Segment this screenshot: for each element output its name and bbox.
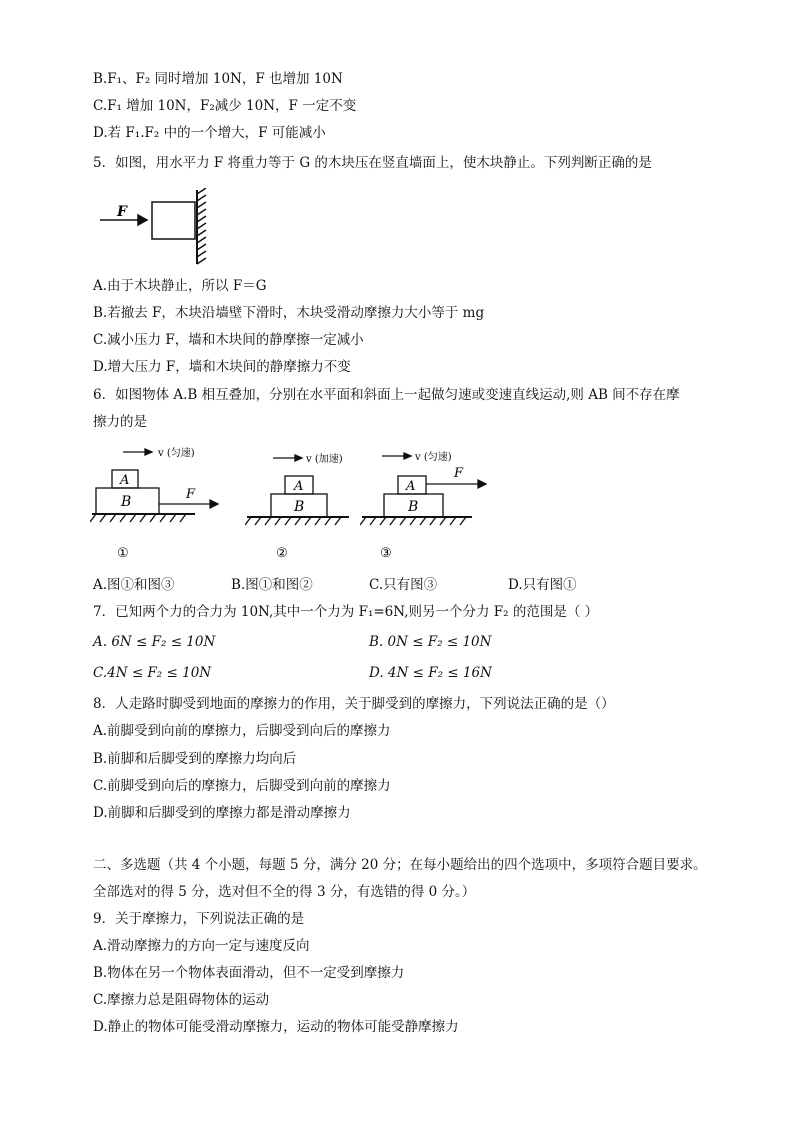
- q6-fig1-velocity: v (匀速): [158, 448, 195, 459]
- q7-option-a: A. 6N ≤ F₂ ≤ 10N: [93, 634, 216, 650]
- q5-option-c: C.减小压力 F，墙和木块间的静摩擦一定减小: [93, 332, 364, 348]
- q6-fig2-block-a: A: [294, 479, 304, 494]
- q6-fig2-number: ②: [276, 546, 288, 561]
- q6-option-c: C.只有图③: [369, 577, 438, 593]
- q6-figure-2: [245, 440, 360, 565]
- q6-fig3-number: ③: [380, 546, 392, 561]
- q5-fig-force-label: F: [117, 204, 127, 220]
- q6-figure-1: [90, 440, 230, 565]
- q7-stem: 7．已知两个力的合力为 10N,其中一个力为 F₁=6N,则另一个分力 F₂ 的范围是（ ）: [93, 604, 599, 620]
- q7-option-d: D. 4N ≤ F₂ ≤ 16N: [369, 665, 492, 681]
- q6-figure-3: [360, 440, 495, 565]
- q6-options: [93, 576, 713, 594]
- q8-option-c: C.前脚受到向后的摩擦力，后脚受到向前的摩擦力: [93, 778, 391, 794]
- q9-option-d: D.静止的物体可能受滑动摩擦力，运动的物体可能受静摩擦力: [93, 1019, 459, 1035]
- q8-option-b: B.前脚和后脚受到的摩擦力均向后: [93, 751, 297, 767]
- q6-stem-line2: 擦力的是: [93, 414, 147, 430]
- q6-fig3-force: F: [454, 466, 464, 481]
- q9-option-a: A.滑动摩擦力的方向一定与速度反向: [93, 938, 310, 954]
- q7-option-c: C.4N ≤ F₂ ≤ 10N: [93, 665, 212, 681]
- q6-stem-line1: 6．如图物体 A.B 相互叠加，分别在水平面和斜面上一起做匀速或变速直线运动,则 AB 间不存在摩: [93, 387, 680, 403]
- section2-heading-line2: 全部选对的得 5 分，选对但不全的得 3 分，有选错的得 0 分。）: [93, 884, 476, 900]
- q5-option-d: D.增大压力 F，墙和木块间的静摩擦力不变: [93, 359, 351, 375]
- q4-option-d: D.若 F₁.F₂ 中的一个增大，F 可能减小: [93, 125, 326, 141]
- q6-fig1-number: ①: [117, 546, 129, 561]
- q6-option-b: B.图①和图②: [231, 577, 313, 593]
- q6-fig1-force: F: [186, 487, 196, 502]
- q8-option-a: A.前脚受到向前的摩擦力，后脚受到向后的摩擦力: [93, 723, 391, 739]
- q6-fig2-block-b: B: [294, 499, 305, 515]
- q4-option-c: C.F₁ 增加 10N，F₂减少 10N，F 一定不变: [93, 98, 357, 114]
- q5-figure: [95, 188, 225, 268]
- q7-options-row1: [93, 633, 713, 651]
- q9-option-c: C.摩擦力总是阻碍物体的运动: [93, 992, 270, 1008]
- q7-options-row2: [93, 664, 713, 682]
- q6-fig3-block-a: A: [406, 479, 416, 494]
- q6-fig1-block-b: B: [121, 494, 132, 510]
- q5-stem: 5．如图，用水平力 F 将重力等于 G 的木块压在竖直墙面上，使木块静止。下列判断正确的是: [93, 155, 652, 171]
- q9-stem: 9．关于摩擦力，下列说法正确的是: [93, 911, 305, 927]
- q6-option-a: A.图①和图③: [93, 577, 175, 593]
- q8-stem: 8．人走路时脚受到地面的摩擦力的作用，关于脚受到的摩擦力，下列说法正确的是（）: [93, 696, 615, 712]
- q6-fig2-velocity: v (加速): [306, 454, 343, 465]
- section2-heading-line1: 二、多选题（共 4 个小题，每题 5 分，满分 20 分；在每小题给出的四个选项中，多项符合题目要求。: [93, 857, 707, 873]
- q9-option-b: B.物体在另一个物体表面滑动，但不一定受到摩擦力: [93, 965, 405, 981]
- q4-option-b: B.F₁、F₂ 同时增加 10N，F 也增加 10N: [93, 71, 343, 87]
- q6-fig3-velocity: v (匀速): [415, 452, 452, 463]
- q8-option-d: D.前脚和后脚受到的摩擦力都是滑动摩擦力: [93, 805, 351, 821]
- q6-fig3-block-b: B: [408, 499, 419, 515]
- q7-option-b: B. 0N ≤ F₂ ≤ 10N: [369, 634, 492, 650]
- q6-option-d: D.只有图①: [508, 577, 577, 593]
- q5-option-b: B.若撤去 F，木块沿墙壁下滑时，木块受滑动摩擦力大小等于 mg: [93, 305, 485, 321]
- q5-option-a: A.由于木块静止，所以 F＝G: [93, 278, 267, 294]
- q6-fig1-block-a: A: [120, 473, 130, 488]
